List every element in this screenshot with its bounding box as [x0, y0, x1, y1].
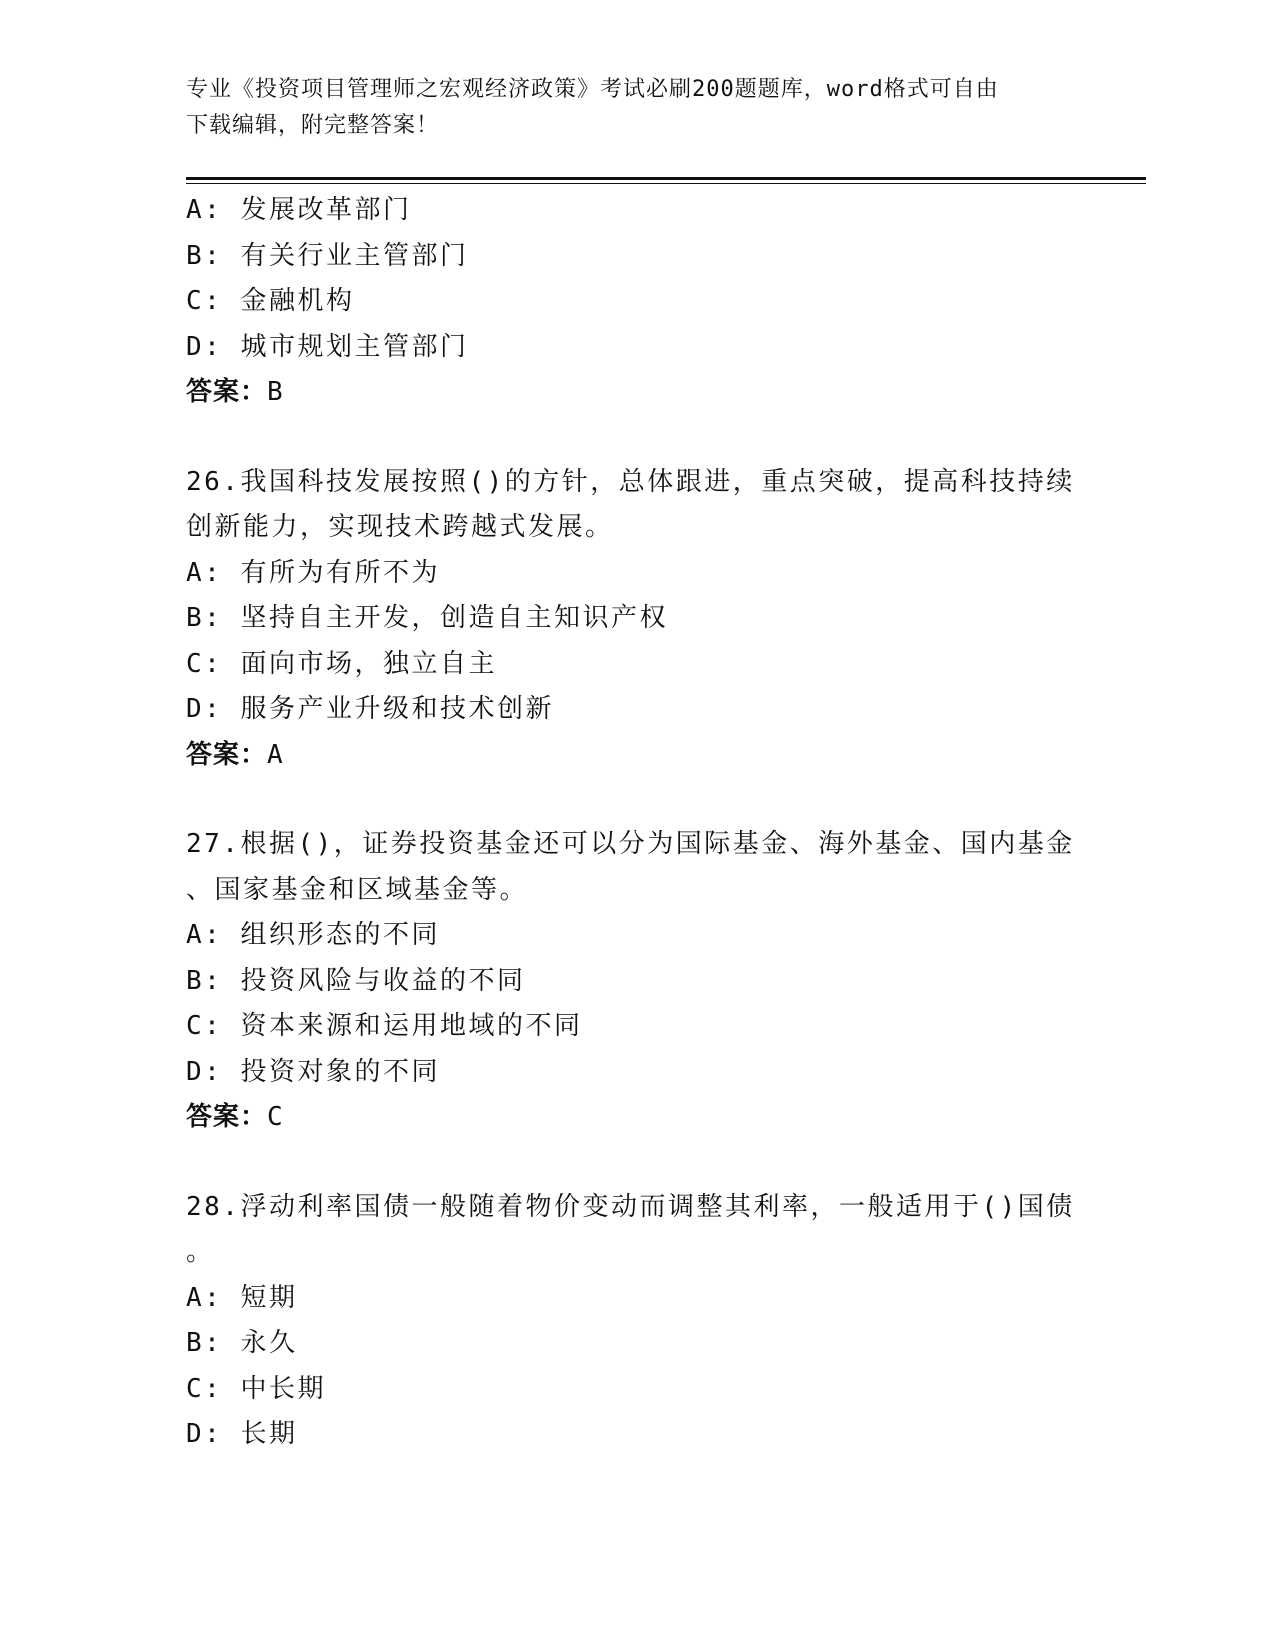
answer-value: B: [267, 377, 284, 407]
answer-line: [186, 1095, 1086, 1141]
answer-line: [186, 733, 1086, 779]
option-b: B: 有关行业主管部门: [186, 240, 469, 271]
option-c: C: 金融机构: [186, 286, 355, 316]
question-28: [186, 1185, 1086, 1458]
answer-value: C: [267, 1102, 284, 1132]
answer-label: 答案：: [186, 739, 268, 770]
option-d: D: 服务产业升级和技术创新: [186, 694, 554, 724]
document-header: [186, 72, 1066, 144]
question-27: [186, 822, 1086, 1141]
option-d: D: 投资对象的不同: [186, 1056, 440, 1087]
question-text-line-2: 、国家基金和区域基金等。: [186, 874, 529, 905]
question-text-line-2: 。: [186, 1237, 215, 1267]
option-b: B: 投资风险与收益的不同: [186, 965, 526, 996]
header-rule-thick: [186, 177, 1146, 180]
header-line-2: 下载编辑，附完整答案！: [186, 113, 440, 138]
question-text-line-1: 28.浮动利率国债一般随着物价变动而调整其利率，一般适用于()国债: [186, 1191, 1075, 1222]
option-a: A: 组织形态的不同: [186, 920, 440, 950]
question-text-line-1: 26.我国科技发展按照()的方针，总体跟进，重点突破，提高科技持续: [186, 466, 1075, 497]
answer-value: A: [267, 739, 284, 770]
option-c: C: 中长期: [186, 1373, 326, 1404]
answer-label: 答案：: [186, 377, 268, 407]
answer-line: [186, 370, 1086, 416]
header-line-1: 专业《投资项目管理师之宏观经济政策》考试必刷200题题库，word格式可自由: [186, 77, 999, 102]
option-c: C: 面向市场，独立自主: [186, 648, 497, 679]
option-a: A: 有所为有所不为: [186, 557, 440, 588]
question-25: [186, 188, 1086, 416]
question-26: [186, 460, 1086, 779]
question-list: [186, 188, 1086, 1458]
option-d: D: 长期: [186, 1419, 298, 1449]
answer-label: 答案：: [186, 1102, 268, 1132]
header-rule-thin: [186, 183, 1146, 184]
option-c: C: 资本来源和运用地域的不同: [186, 1011, 583, 1041]
option-b: B: 永久: [186, 1328, 298, 1358]
question-text-line-1: 27.根据()，证券投资基金还可以分为国际基金、海外基金、国内基金: [186, 829, 1075, 859]
option-a: A: 短期: [186, 1282, 298, 1313]
option-b: B: 坚持自主开发，创造自主知识产权: [186, 603, 668, 633]
option-a: A: 发展改革部门: [186, 195, 412, 225]
question-text-line-2: 创新能力，实现技术跨越式发展。: [186, 512, 614, 542]
option-d: D: 城市规划主管部门: [186, 331, 469, 362]
